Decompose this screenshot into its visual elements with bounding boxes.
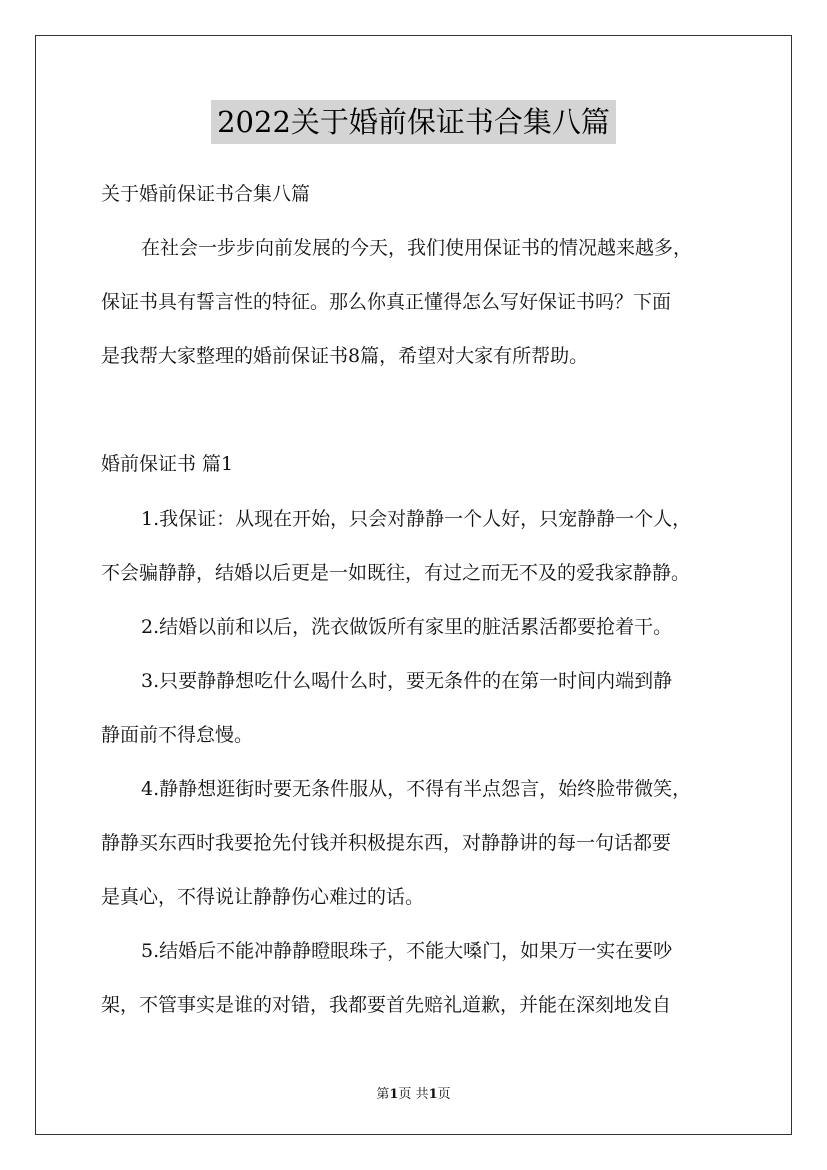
total-page-number: 1	[428, 1087, 438, 1102]
body-line: 2.结婚以前和以后，洗衣做饭所有家里的脏活累活都要抢着干。	[141, 616, 673, 638]
document-title: 2022关于婚前保证书合集八篇	[211, 100, 616, 144]
footer-suffix: 页	[437, 1087, 451, 1102]
body-line: 静面前不得怠慢。	[101, 724, 254, 746]
body-line: 1.我保证：从现在开始，只会对静静一个人好，只宠静静一个人，	[141, 508, 692, 530]
intro-line: 保证书具有誓言性的特征。那么你真正懂得怎么写好保证书吗？下面	[101, 291, 672, 313]
page-footer	[0, 1083, 827, 1102]
body-line: 4.静静想逛街时要无条件服从，不得有半点怨言，始终脸带微笑，	[141, 778, 692, 800]
section-heading: 婚前保证书 篇1	[101, 453, 234, 475]
footer-prefix: 第	[376, 1087, 390, 1102]
body-line: 不会骗静静，结婚以后更是一如既往，有过之而无不及的爱我家静静。	[101, 562, 691, 584]
intro-line: 是我帮大家整理的婚前保证书8篇，希望对大家有所帮助。	[101, 345, 589, 367]
current-page-number: 1	[389, 1087, 399, 1102]
intro-line: 在社会一步步向前发展的今天，我们使用保证书的情况越来越多，	[141, 237, 693, 259]
footer-mid: 页 共	[398, 1087, 429, 1102]
body-line: 静静买东西时我要抢先付钱并积极提东西，对静静讲的每一句话都要	[101, 832, 672, 854]
body-line: 5.结婚后不能冲静静瞪眼珠子，不能大嗓门，如果万一实在要吵	[141, 940, 673, 962]
body-line: 是真心，不得说让静静伤心难过的话。	[101, 886, 425, 908]
document-subtitle: 关于婚前保证书合集八篇	[101, 183, 311, 205]
body-line: 3.只要静静想吃什么喝什么时，要无条件的在第一时间内端到静	[141, 670, 673, 692]
title-container	[0, 100, 827, 144]
body-line: 架，不管事实是谁的对错，我都要首先赔礼道歉，并能在深刻地发自	[101, 994, 672, 1016]
